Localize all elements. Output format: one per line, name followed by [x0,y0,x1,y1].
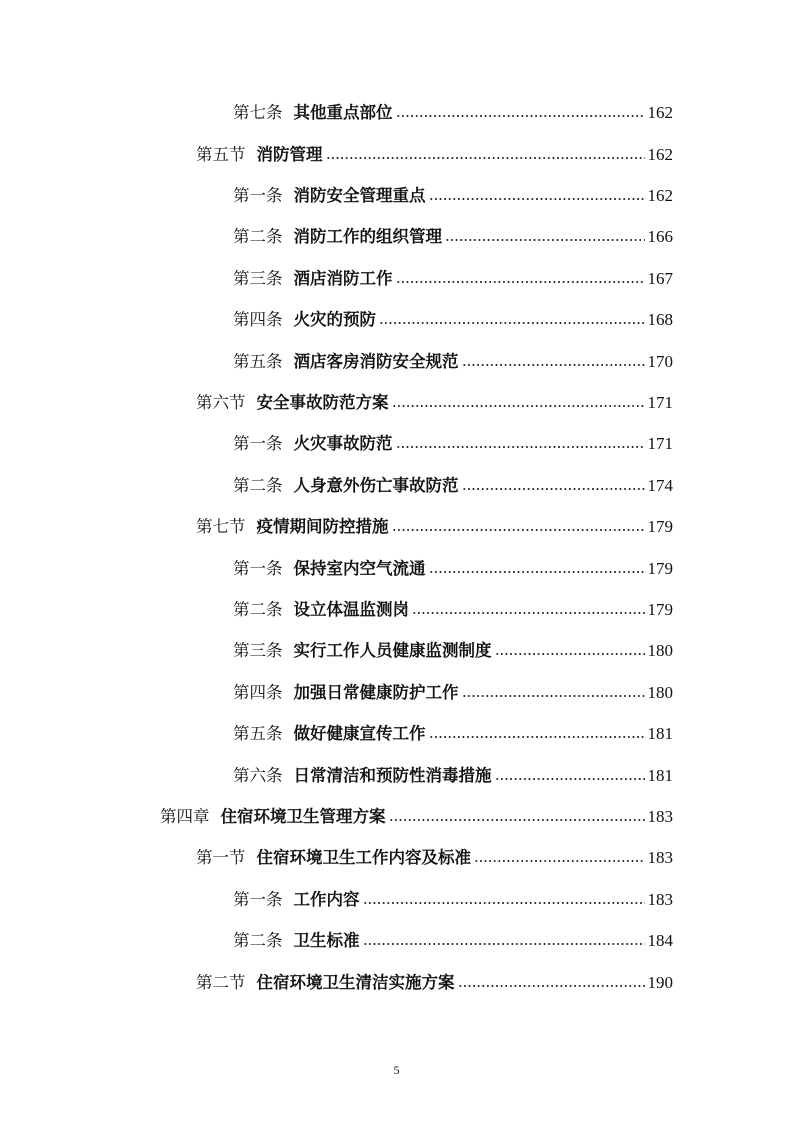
toc-entry-title: 设立体温监测岗 [293,600,409,619]
toc-entry[interactable] [196,839,673,869]
toc-entry-page: 180 [647,683,673,702]
toc-entry[interactable] [196,136,673,166]
toc-entry-title: 做好健康宣传工作 [293,724,426,743]
toc-entry-page: 184 [647,931,673,950]
toc-entry-page: 170 [647,352,673,371]
toc-entry[interactable] [233,674,673,704]
toc-entry[interactable] [233,757,673,787]
toc-entry-number: 第三条 [233,269,283,288]
toc-entry-title: 消防工作的组织管理 [293,227,442,246]
toc-entry-number: 第六条 [233,766,283,785]
toc-entry-title: 工作内容 [293,890,360,909]
toc-entry-page: 190 [647,973,673,992]
toc-entry-page: 168 [647,310,673,329]
dot-leader [326,155,645,161]
toc-entry-number: 第四条 [233,310,283,329]
dot-leader [495,776,645,782]
dot-leader [462,362,645,368]
toc-entry-number: 第五节 [196,145,246,164]
toc-entry-title: 火灾的预防 [293,310,376,329]
dot-leader [389,817,645,823]
toc-entry-page: 183 [647,890,673,909]
toc-entry[interactable] [233,301,673,331]
toc-entry-number: 第二节 [196,973,246,992]
toc-entry[interactable] [233,591,673,621]
toc-entry[interactable] [233,177,673,207]
dot-leader [429,196,645,202]
dot-leader [396,279,645,285]
toc-entry-page: 171 [647,393,673,412]
toc-entry-title: 卫生标准 [293,931,360,950]
toc-entry[interactable] [233,922,673,952]
toc-entry-title: 保持室内空气流通 [293,559,426,578]
toc-entry-title: 其他重点部位 [293,103,393,122]
toc-entry-page: 181 [647,766,673,785]
toc-entry[interactable] [233,260,673,290]
dot-leader [363,941,645,947]
toc-entry-title: 人身意外伤亡事故防范 [293,476,459,495]
toc-entry-number: 第六节 [196,393,246,412]
dot-leader [445,237,645,243]
dot-leader [396,444,645,450]
toc-entry-title: 安全事故防范方案 [256,393,389,412]
toc-entry-number: 第一条 [233,186,283,205]
toc-entry[interactable] [196,508,673,538]
toc-entry[interactable] [233,881,673,911]
toc-entry-number: 第二条 [233,600,283,619]
toc-entry-page: 174 [647,476,673,495]
toc-entry-page: 162 [647,103,673,122]
dot-leader [474,858,645,864]
toc-entry[interactable] [233,715,673,745]
toc-entry-page: 183 [647,807,673,826]
dot-leader [379,320,645,326]
toc-entry-page: 171 [647,434,673,453]
toc-entry[interactable] [233,425,673,455]
dot-leader [462,693,645,699]
toc-entry-number: 第五条 [233,724,283,743]
toc-entry[interactable] [233,218,673,248]
dot-leader [462,486,645,492]
dot-leader [363,900,645,906]
toc-entry-page: 166 [647,227,673,246]
dot-leader [495,651,645,657]
toc-entry-title: 实行工作人员健康监测制度 [293,641,492,660]
toc-entry-page: 162 [647,145,673,164]
toc-entry-number: 第一节 [196,848,246,867]
toc-entry-title: 酒店客房消防安全规范 [293,352,459,371]
toc-entry-page: 179 [647,559,673,578]
toc-entry-number: 第四章 [160,807,210,826]
dot-leader [458,983,645,989]
toc-entry-title: 加强日常健康防护工作 [293,683,459,702]
toc-entry[interactable] [196,384,673,414]
toc-entry-page: 179 [647,600,673,619]
toc-entry-title: 住宿环境卫生工作内容及标准 [256,848,471,867]
dot-leader [396,113,645,119]
toc-entry[interactable] [233,467,673,497]
toc-entry-page: 179 [647,517,673,536]
toc-entry-number: 第二条 [233,227,283,246]
toc-entry-page: 181 [647,724,673,743]
toc-entry-title: 住宿环境卫生管理方案 [220,807,386,826]
toc-entry-number: 第五条 [233,352,283,371]
toc-entry-number: 第三条 [233,641,283,660]
dot-leader [429,734,645,740]
toc-entry[interactable] [196,964,673,994]
toc-entry-number: 第二条 [233,931,283,950]
toc-entry-title: 住宿环境卫生清洁实施方案 [256,973,455,992]
toc-entry-number: 第一条 [233,890,283,909]
toc-entry-number: 第七条 [233,103,283,122]
toc-entry-number: 第七节 [196,517,246,536]
toc-entry-page: 167 [647,269,673,288]
dot-leader [412,610,645,616]
toc-entry-page: 183 [647,848,673,867]
toc-entry-page: 162 [647,186,673,205]
toc-entry[interactable] [160,798,673,828]
toc-entry-page: 180 [647,641,673,660]
toc-entry[interactable] [233,632,673,662]
toc-entry-number: 第四条 [233,683,283,702]
toc-entry-title: 火灾事故防范 [293,434,393,453]
toc-entry[interactable] [233,94,673,124]
toc-entry-title: 消防管理 [256,145,323,164]
toc-entry[interactable] [233,343,673,373]
dot-leader [392,527,645,533]
toc-entry-title: 日常清洁和预防性消毒措施 [293,766,492,785]
dot-leader [429,569,645,575]
toc-entry-title: 消防安全管理重点 [293,186,426,205]
toc-entry-number: 第一条 [233,559,283,578]
toc-entry-title: 酒店消防工作 [293,269,393,288]
page-number: 5 [393,1063,400,1077]
toc-entry-title: 疫情期间防控措施 [256,517,389,536]
toc-entry[interactable] [233,550,673,580]
toc-entry-number: 第一条 [233,434,283,453]
dot-leader [392,403,645,409]
toc-entry-number: 第二条 [233,476,283,495]
